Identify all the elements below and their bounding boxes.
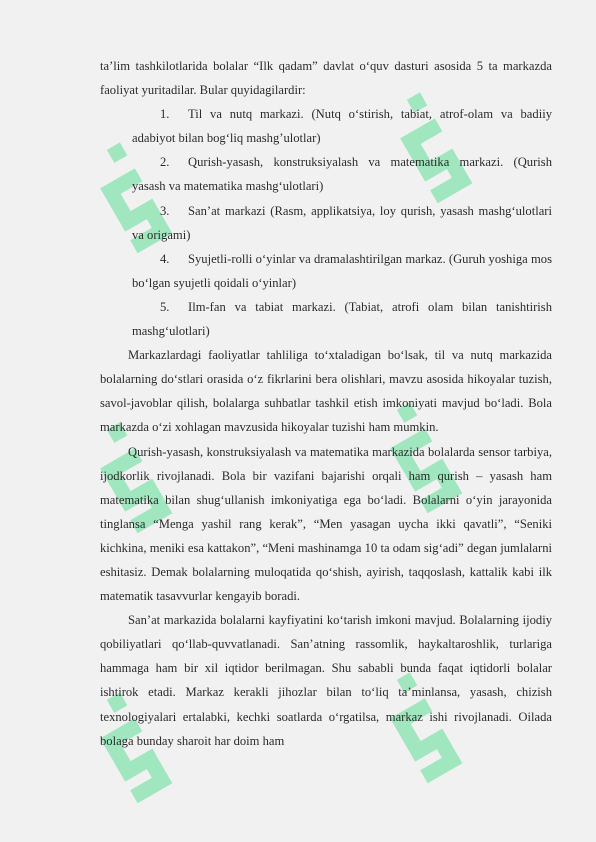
paragraph-construction-center: Qurish-yasash, konstruksiyalash va matematika markazida bolalarda sensor tarbiya, ijodkorlik rivojlanadi. Bola bir vazifani bajarishi orqali ham qurish – yasash ham matematika bilan shug‘ullanish imkoniyatiga ega bo‘ladi. Bolalarni o‘yin jarayonida tinglansa “Menga yashil rang kerak”, “Men yasagan uycha ikki qavatli”, “Seniki kichkina, meniki esa kattakon”, “Meni mashinamga 10 ta odam sig‘adi” degan jumlalarni eshitasiz. Demak bolalarning muloqatida qo‘shish, ayirish, taqqoslash, kattalik kabi ilk matematik tasavvurlar kengayib boradi. (100, 444, 552, 604)
list-number: 1. (160, 107, 170, 122)
list-text: Ilm-fan va tabiat markazi. (Tabiat, atrofi olam bilan tanishtirish mashg‘ulotlari) (132, 299, 552, 339)
list-number: 5. (160, 299, 170, 314)
paragraph-language-center: Markazlardagi faoliyatlar tahliliga to‘xtaladigan bo‘lsak, til va nutq markazida bolalarning do‘stlari orasida o‘z fikrlarini bera olishlari, mavzu asosida hikoyalar tuzish, savol-javoblar qilish, bolalarga suhbatlar tashkil etish imkoniyati mavjud bo‘ladi. Bola markazda o‘zi xohlagan mavzusida hikoyalar tuzishi ham mumkin. (100, 348, 552, 435)
list-item (132, 199, 552, 247)
list-text: Til va nutq markazi. (Nutq o‘stirish, tabiat, atrof-olam va badiiy adabiyot bilan bog‘liq mashg’ulotlar) (132, 107, 552, 146)
list-number: 3. (160, 203, 170, 218)
list-item (132, 247, 552, 295)
list-number: 2. (160, 155, 170, 170)
paragraph-art-center: San’at markazida bolalarni kayfiyatini ko‘tarish imkoni mavjud. Bolalarning ijodiy qobiliyatlari qo‘llab-quvvatlanadi. San’atning rassomlik, haykaltaroshlik, turlariga hammaga ham bir xil iqtidor berilmagan. Shu sababli bunda faqat iqtidorli bolalar ishtirok etadi. Markaz kerakli jihozlar bilan to‘liq ta’minlansa, yasash, chizish texnologiyalari ertalabki, kechki soatlarda o‘rgatilsa, markaz ishi rivojlanadi. Oilada bolaga bunday sharoit har doim ham (100, 613, 552, 748)
list-item (132, 295, 552, 343)
list-text: Qurish-yasash, konstruksiyalash va matematika markazi. (Qurish yasash va matematika mashg‘ulotlari) (132, 155, 552, 194)
list-number: 4. (160, 251, 170, 266)
list-item (132, 102, 552, 150)
document-body (100, 54, 552, 753)
list-text: Syujetli-rolli o‘yinlar va dramalashtirilgan markaz. (Guruh yoshiga mos bo‘lgan syujetli qoidali o‘yinlar) (132, 251, 552, 290)
list-item (132, 150, 552, 198)
paragraph-intro: ta’lim tashkilotlarida bolalar “Ilk qadam” davlat o‘quv dasturi asosida 5 ta markazda faoliyat yuritadilar. Bular quyidagilardir: (100, 59, 552, 98)
list-text: San’at markazi (Rasm, applikatsiya, loy qurish, yasash mashg‘ulotlari va origami) (132, 203, 552, 242)
